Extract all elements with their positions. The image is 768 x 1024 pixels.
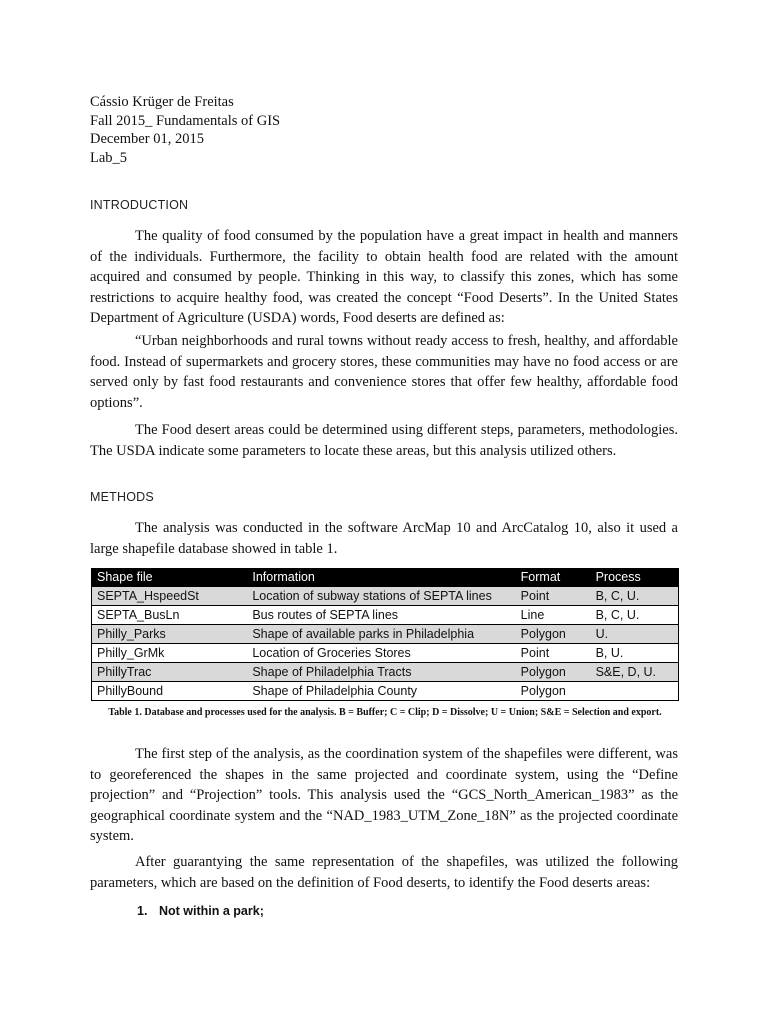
table-cell: Line (516, 606, 591, 625)
introduction-paragraph-2: The Food desert areas could be determined using different steps, parameters, methodologies. The USDA indicate some parameters to locate these areas, but this analysis utilized others. (90, 422, 678, 459)
table-row (92, 663, 679, 682)
table-row (92, 625, 679, 644)
table-cell: Point (516, 644, 591, 663)
methods-heading: METHODS (90, 490, 154, 504)
methods-paragraph-3: After guarantying the same representation of the shapefiles, was utilized the following parameters, which are based on the definition of Food deserts, to identify the Food deserts areas: (90, 854, 678, 891)
column-header: Shape file (92, 568, 248, 587)
table-cell: Point (516, 587, 591, 606)
list-item (137, 904, 264, 918)
table-row (92, 682, 679, 701)
table-cell: Bus routes of SEPTA lines (247, 606, 515, 625)
lab-number: Lab_5 (90, 149, 128, 166)
table-cell: S&E, D, U. (591, 663, 679, 682)
document-date: December 01, 2015 (90, 131, 204, 147)
table-row (92, 606, 679, 625)
table-cell: Location of Groceries Stores (247, 644, 515, 663)
table-cell: U. (591, 625, 679, 644)
table-cell: B, C, U. (591, 606, 679, 625)
table-cell: B, C, U. (591, 587, 679, 606)
introduction-heading: INTRODUCTION (90, 198, 189, 212)
shapefile-database-table (91, 568, 679, 701)
course-name: Fall 2015_ Fundamentals of GIS (90, 112, 281, 129)
list-item-number: 1. (137, 904, 148, 918)
table-cell: Shape of Philadelphia Tracts (247, 663, 515, 682)
table-cell: Shape of Philadelphia County (247, 682, 515, 701)
table-cell: Shape of available parks in Philadelphia (247, 625, 515, 644)
table-cell: Philly_GrMk (92, 644, 248, 663)
table-row (92, 644, 679, 663)
column-header: Process (591, 568, 679, 587)
methods-paragraph-1: The analysis was conducted in the software ArcMap 10 and ArcCatalog 10, also it used a large shapefile database showed in table 1. (90, 520, 678, 557)
author-name: Cássio Krüger de Freitas (90, 94, 234, 110)
table-cell: PhillyBound (92, 682, 248, 701)
table-cell: Polygon (516, 625, 591, 644)
list-item-text: Not within a park; (159, 904, 264, 918)
document-header (90, 93, 280, 167)
table-header-row (92, 568, 679, 587)
column-header: Format (516, 568, 591, 587)
table-cell: PhillyTrac (92, 663, 248, 682)
methods-paragraph-2: The first step of the analysis, as the coordination system of the shapefiles were different, was to georeferenced the shapes in the same projected and coordinate system, using the “Define projection” and “Projection” tools. This analysis used the “GCS_North_American_1983” as the geographical coordinate system and the “NAD_1983_UTM_Zone_18N” as the projected coordinate system. (90, 746, 678, 844)
table-cell: SEPTA_HspeedSt (92, 587, 248, 606)
table-cell: Location of subway stations of SEPTA lines (247, 587, 515, 606)
table-cell: SEPTA_BusLn (92, 606, 248, 625)
table-caption: Table 1. Database and processes used for the analysis. B = Buffer; C = Clip; D = Dissolve; U = Union; S&E = Selection and export. (108, 707, 662, 718)
table-cell: Polygon (516, 682, 591, 701)
table-cell: B, U. (591, 644, 679, 663)
table-cell (591, 682, 679, 701)
table-cell: Polygon (516, 663, 591, 682)
column-header: Information (247, 568, 515, 587)
usda-definition-quote: “Urban neighborhoods and rural towns without ready access to fresh, healthy, and affordable food. Instead of supermarkets and grocery stores, these communities may have no food access or are served only by fast food restaurants and convenience stores that offer few healthy, affordable food options”. (90, 333, 678, 411)
table-cell: Philly_Parks (92, 625, 248, 644)
table-row (92, 587, 679, 606)
introduction-paragraph-1: The quality of food consumed by the population have a great impact in health and manners of the individuals. Furthermore, the facility to obtain health food are related with the amount acquired and consumed by people. Thinking in this way, to classify this zones, which has some restrictions to acquire healthy food, was created the concept “Food Deserts”. In the United States Department of Agriculture (USDA) words, Food deserts are defined as: (90, 228, 678, 326)
